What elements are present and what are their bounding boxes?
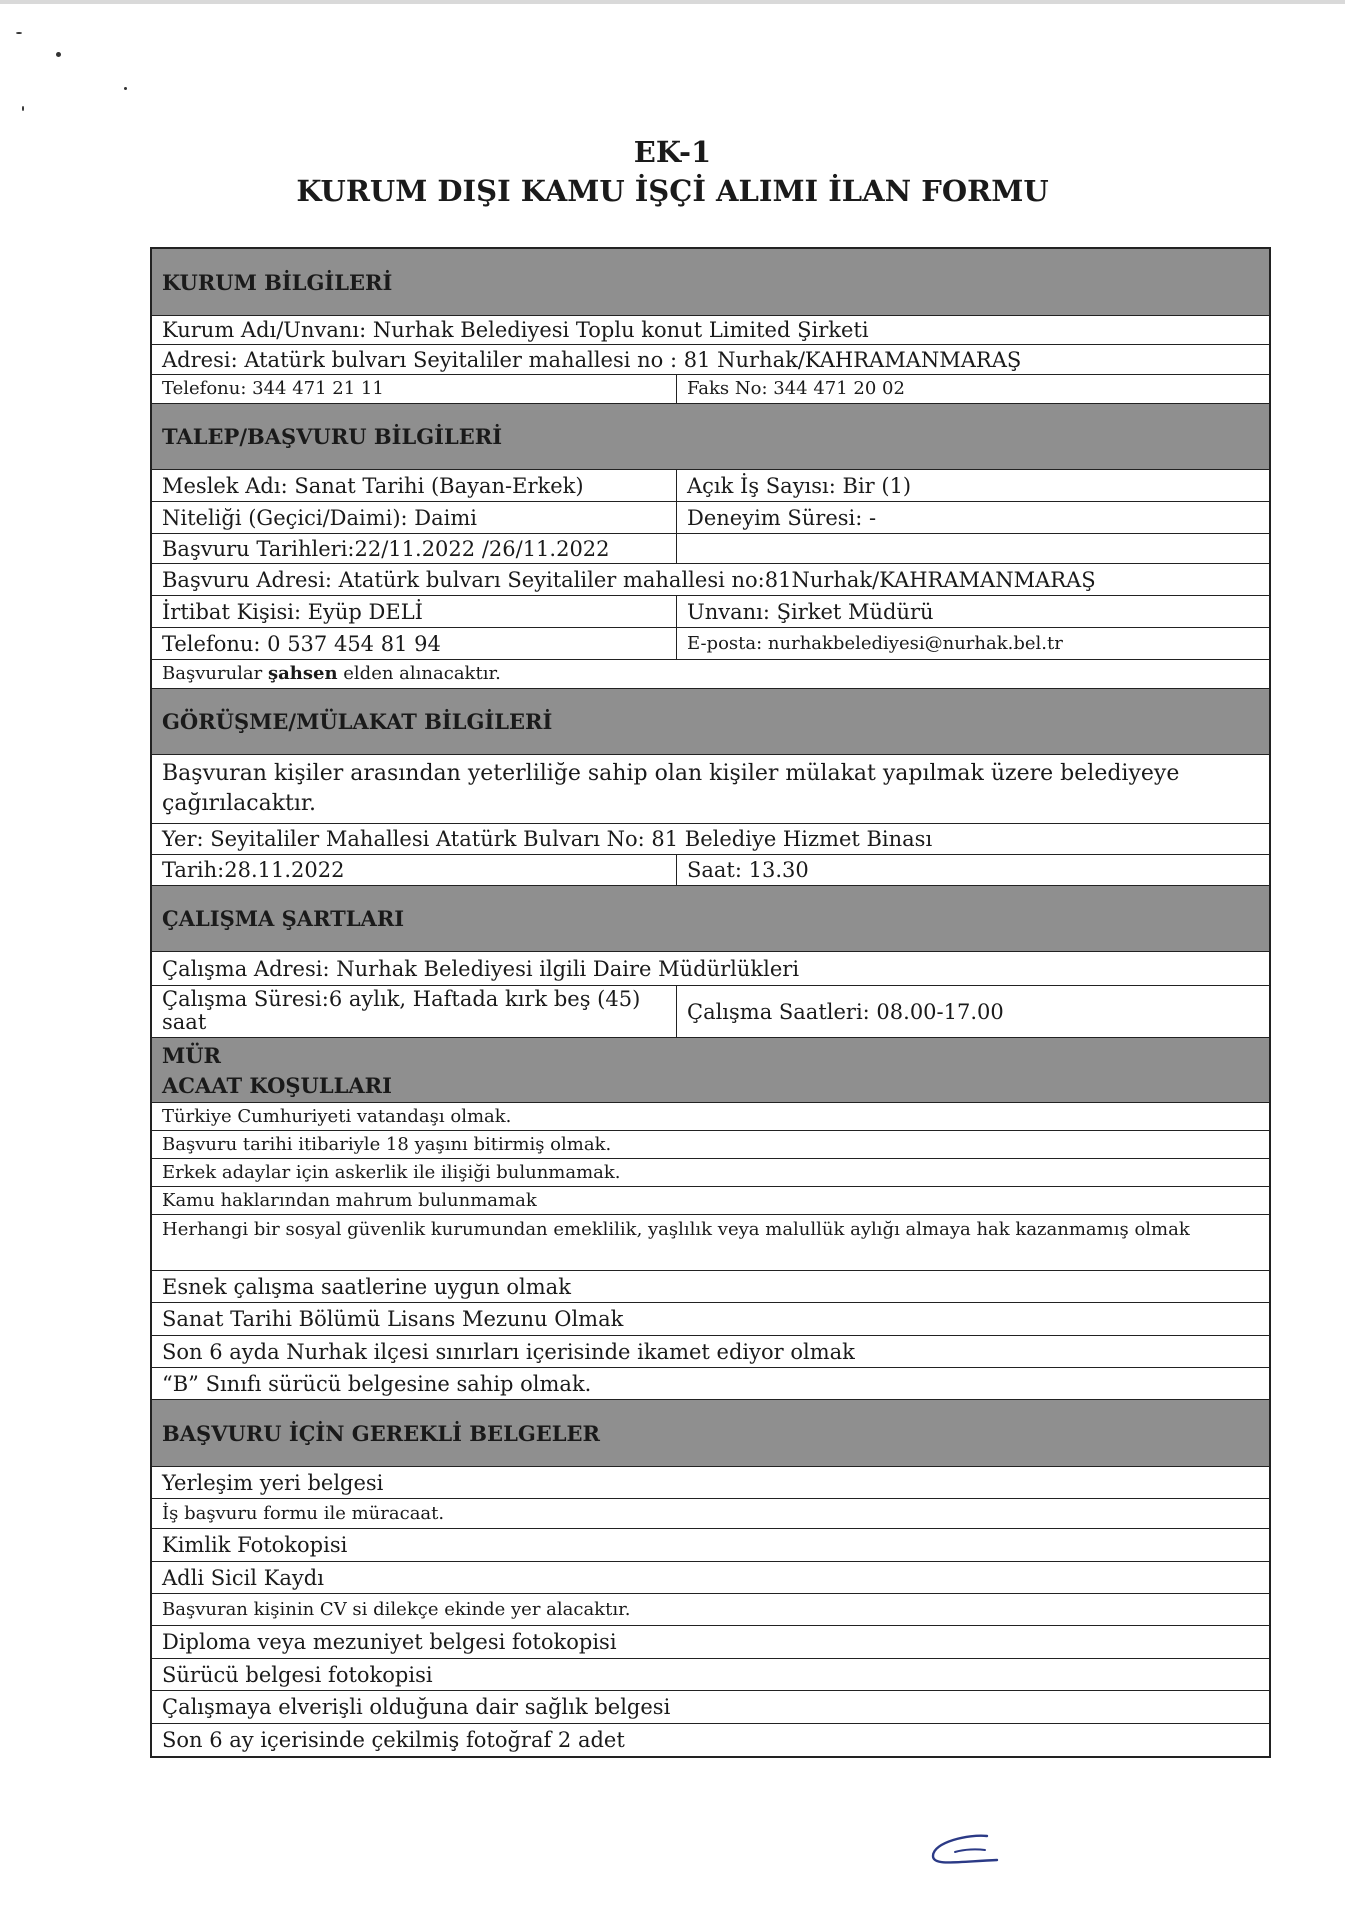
section-header-kurum: KURUM BİLGİLERİ (152, 249, 1269, 316)
kosul-item: “B” Sınıfı sürücü belgesine sahip olmak. (152, 1368, 1269, 1400)
occupation: Meslek Adı: Sanat Tarihi (Bayan-Erkek) (152, 470, 677, 501)
belge-item: Diploma veya mezuniyet belgesi fotokopisi (152, 1626, 1269, 1659)
kurum-contact-row (152, 375, 1269, 404)
belge-item: Adli Sicil Kaydı (152, 1562, 1269, 1594)
contact-title: Unvanı: Şirket Müdürü (687, 599, 934, 624)
kosullar-title-line1: MÜR (162, 1043, 222, 1068)
calisma-duration-row (152, 986, 1269, 1038)
talep-row-6 (152, 628, 1269, 660)
interview-date: Tarih:28.11.2022 (152, 855, 677, 885)
talep-row-2 (152, 502, 1269, 534)
kurum-address-row (152, 345, 1269, 375)
section-header-calisma: ÇALIŞMA ŞARTLARI (152, 886, 1269, 952)
contact-email: E-posta: nurhakbelediyesi@nurhak.bel.tr (687, 632, 1063, 654)
contact-phone: Telefonu: 0 537 454 81 94 (152, 628, 677, 659)
kosul-item: Erkek adaylar için askerlik ile ilişiği bulunmamak. (152, 1159, 1269, 1187)
interview-place: Yer: Seyitaliler Mahallesi Atatürk Bulvarı No: 81 Belediye Hizmet Binası (162, 827, 933, 851)
gorusme-datetime-row (152, 855, 1269, 886)
talep-row-4 (152, 564, 1269, 596)
work-address: Çalışma Adresi: Nurhak Belediyesi ilgili Daire Müdürlükleri (162, 956, 800, 981)
kosul-item: Son 6 ayda Nurhak ilçesi sınırları içerisinde ikamet ediyor olmak (152, 1336, 1269, 1368)
scan-speck (124, 87, 127, 90)
interview-description: Başvuran kişiler arasından yeterliliğe sahip olan kişiler mülakat yapılmak üzere belediyeye çağırılacaktır. (162, 761, 1180, 816)
talep-note-row (152, 660, 1269, 689)
kosul-item: Esnek çalışma saatlerine uygun olmak (152, 1271, 1269, 1303)
contact-person: İrtibat Kişisi: Eyüp DELİ (152, 596, 677, 627)
work-duration: Çalışma Süresi:6 aylık, Haftada kırk beş (45) saat (152, 986, 677, 1037)
section-header-belgeler: BAŞVURU İÇİN GEREKLİ BELGELER (152, 1400, 1269, 1467)
section-header-talep: TALEP/BAŞVURU BİLGİLERİ (152, 404, 1269, 470)
kosul-item: Başvuru tarihi itibariyle 18 yaşını bitirmiş olmak. (152, 1131, 1269, 1159)
kosul-item: Herhangi bir sosyal güvenlik kurumundan emeklilik, yaşlılık veya malullük aylığı almaya hak kazanmamış olmak (152, 1215, 1269, 1271)
scan-speck (16, 32, 22, 34)
kosul-item: Kamu haklarından mahrum bulunmamak (152, 1187, 1269, 1215)
kurum-address: Adresi: Atatürk bulvarı Seyitaliler mahallesi no : 81 Nurhak/KAHRAMANMARAŞ (162, 347, 1022, 372)
application-address: Başvuru Adresi: Atatürk bulvarı Seyitaliler mahallesi no:81Nurhak/KAHRAMANMARAŞ (162, 567, 1096, 592)
kurum-name: Kurum Adı/Unvanı: Nurhak Belediyesi Toplu konut Limited Şirketi (162, 318, 869, 342)
scan-edge (0, 0, 1345, 4)
application-dates: Başvuru Tarihleri:22/11.2022 /26/11.2022 (152, 534, 677, 563)
kurum-name-row (152, 316, 1269, 345)
belge-item: Başvuran kişinin CV si dilekçe ekinde yer alacaktır. (152, 1594, 1269, 1626)
initials-signature (925, 1832, 1005, 1868)
announcement-form (150, 247, 1271, 1758)
job-nature: Niteliği (Geçici/Daimi): Daimi (152, 502, 677, 533)
form-title: KURUM DIŞI KAMU İŞÇİ ALIMI İLAN FORMU (296, 174, 1049, 208)
scan-speck (56, 52, 61, 57)
talep-row-5 (152, 596, 1269, 628)
belge-item: Son 6 ay içerisinde çekilmiş fotoğraf 2 adet (162, 1728, 625, 1752)
annex-label: EK-1 (633, 135, 712, 169)
experience: Deneyim Süresi: - (687, 505, 877, 530)
document-header (0, 133, 1345, 211)
section-header-gorusme: GÖRÜŞME/MÜLAKAT BİLGİLERİ (152, 689, 1269, 755)
kosul-item: Türkiye Cumhuriyeti vatandaşı olmak. (152, 1103, 1269, 1131)
kosul-item: Sanat Tarihi Bölümü Lisans Mezunu Olmak (152, 1303, 1269, 1336)
gorusme-place-row (152, 824, 1269, 855)
calisma-address-row (152, 952, 1269, 986)
kurum-fax: Faks No: 344 471 20 02 (687, 378, 905, 399)
belge-item: Yerleşim yeri belgesi (152, 1467, 1269, 1499)
application-note: Başvurular şahsen elden alınacaktır. (162, 663, 501, 684)
talep-row-1 (152, 470, 1269, 502)
gorusme-desc-row (152, 755, 1269, 824)
interview-time: Saat: 13.30 (687, 858, 809, 882)
belge-item: Kimlik Fotokopisi (152, 1529, 1269, 1562)
belge-item: Çalışmaya elverişli olduğuna dair sağlık belgesi (152, 1691, 1269, 1724)
kosullar-title-line2: ACAAT KOŞULLARI (162, 1073, 392, 1098)
talep-row-3 (152, 534, 1269, 564)
kurum-phone: Telefonu: 344 471 21 11 (152, 375, 677, 403)
scan-speck (22, 106, 24, 111)
open-jobs: Açık İş Sayısı: Bir (1) (687, 473, 912, 498)
section-header-kosullar (152, 1038, 1269, 1103)
belge-item: Sürücü belgesi fotokopisi (152, 1659, 1269, 1691)
belge-item: İş başvuru formu ile müracaat. (152, 1499, 1269, 1529)
work-hours: Çalışma Saatleri: 08.00-17.00 (687, 999, 1004, 1024)
